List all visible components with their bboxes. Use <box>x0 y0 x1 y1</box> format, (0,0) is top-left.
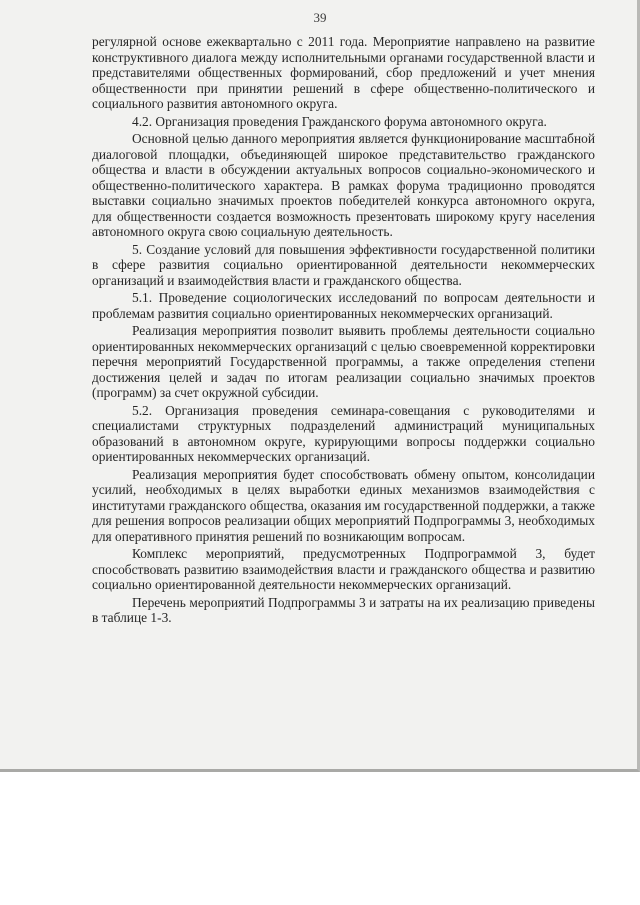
paragraph-seminar-result: Реализация мероприятия будет способствовать обмену опытом, консолидации усилий, необходимых в целях выработки единых механизмов взаимодействия с институтами гражданского общества, оказания им государственной поддержки, а также для решения вопросов реализации общих мероприятий Подпрограммы 3, необходимых для оперативного принятия решений по возникающим вопросам. <box>92 466 595 544</box>
paragraph-item-5-2: 5.2. Организация проведения семинара-совещания с руководителями и специалистами структурных подразделений администраций муниципальных образований в автономном округе, курирующими вопросы поддержки социально ориентированных некоммерческих организаций. <box>92 402 595 464</box>
paragraph-complex-measures: Комплекс мероприятий, предусмотренных Подпрограммой 3, будет способствовать развитию взаимодействия власти и гражданского общества и развитию социально ориентированной деятельности некоммерческих организаций. <box>92 546 595 592</box>
paragraph-research-result: Реализация мероприятия позволит выявить проблемы деятельности социально ориентированных некоммерческих организаций с целью своевременной корректировки перечня мероприятий Государственной программы, а также определения степени достижения целей и задач по итогам реализации социально значимых проектов (программ) за счет окружной субсидии. <box>92 323 595 400</box>
paragraph-item-5: 5. Создание условий для повышения эффективности государственной политики в сфере развития социально ориентированной деятельности некоммерческих организаций и взаимодействия власти и гражданского общества. <box>92 241 595 288</box>
paragraph-continuation: регулярной основе ежеквартально с 2011 года. Мероприятие направлено на развитие конструктивного диалога между исполнительными органами государственной власти и представителями общественных формирований, сбор предложений и учет мнения общественности при принятии решений в сфере общественно-политического и социального развития автономного округа. <box>92 34 595 111</box>
paragraph-table-reference: Перечень мероприятий Подпрограммы 3 и затраты на их реализацию приведены в таблице 1-3. <box>92 594 595 625</box>
paragraph-item-4-2: 4.2. Организация проведения Гражданского форума автономного округа. <box>132 113 547 129</box>
body-text <box>92 34 595 628</box>
page-number: 39 <box>313 10 327 25</box>
paragraph-item-5-1: 5.1. Проведение социологических исследований по вопросам деятельности и проблемам развития социально ориентированных некоммерческих организаций. <box>92 290 595 321</box>
paragraph-forum-goal: Основной целью данного мероприятия является функционирование масштабной диалоговой площадки, объединяющей широкое представительство гражданского общества и власти в обсуждении актуальных вопросов социально-экономического и общественно-политического характера. В рамках форума традиционно проводятся выставки социально значимых проектов победителей конкурса автономного округа, для общественности создается возможность презентовать широкому кругу населения автономного округа свою социальную деятельность. <box>92 131 595 239</box>
